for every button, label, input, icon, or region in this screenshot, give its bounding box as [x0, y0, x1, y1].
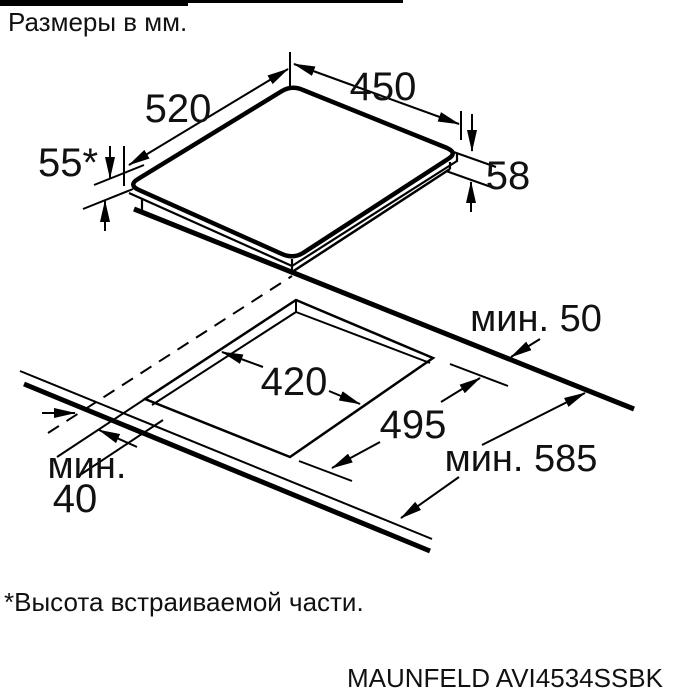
dim-495-arrow-down [332, 442, 380, 468]
hob-view [83, 52, 496, 272]
dim-495-label: 495 [379, 403, 447, 447]
scan-artifact-bar-thick [0, 0, 188, 6]
dim-450-label: 450 [349, 65, 417, 109]
cutout-bottom-extension-line [299, 461, 352, 481]
dim-min40-label-value: 40 [52, 477, 98, 521]
dim-min50-arrow [511, 339, 540, 357]
dim-min40-label-word: мин. [47, 445, 127, 487]
dim-55-extension-lower [83, 189, 133, 209]
dim-min585-arrow-down [401, 477, 459, 518]
footnote: *Высота встраиваемой части. [4, 587, 364, 617]
dim-58-label: 58 [485, 154, 531, 198]
dim-min585-label: мин. 585 [444, 438, 598, 480]
model-name: MAUNFELD AVI4534SSBK [347, 663, 663, 693]
dim-55-label: 55* [37, 141, 99, 185]
dim-520-label: 520 [144, 87, 212, 131]
page-title: Размеры в мм. [8, 7, 188, 37]
dim-495-arrow-up [441, 378, 480, 402]
dim-min50-label: мин. 50 [470, 298, 602, 340]
cutout-right-extension-line [450, 364, 508, 386]
dim-420-label: 420 [260, 360, 328, 404]
